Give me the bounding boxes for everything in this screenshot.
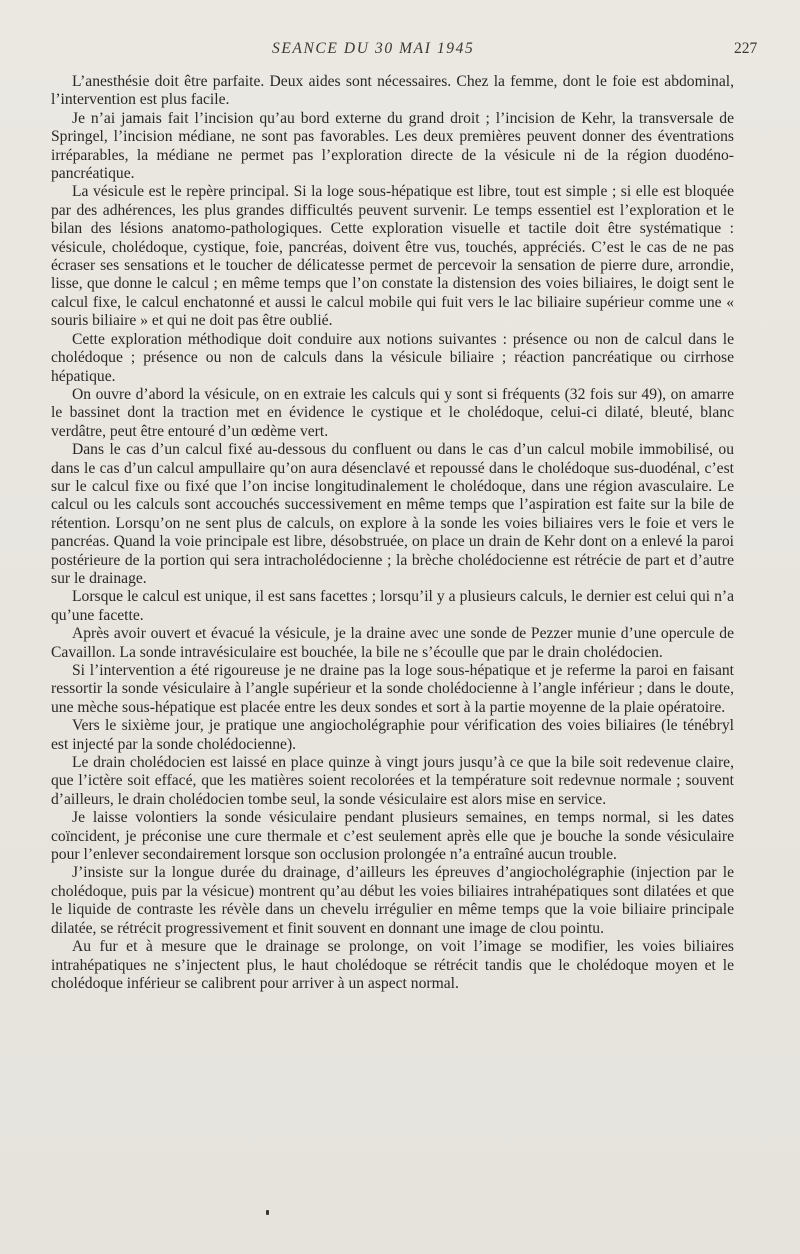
paragraph-drain-cholédocien: Le drain cholédocien est laissé en place quinze à vingt jours jusqu’à ce que la bile soit redevenue claire, que l’ictère soit effacé, que les matières soient recolorées et la température soit redevnue normale ; souvent d’ailleurs, le drain cholédocien tombe seul, la sonde vésiculaire est alors mise en service. <box>51 754 734 808</box>
page-number: 227 <box>734 40 758 57</box>
paragraph-ouverture-vesicule: On ouvre d’abord la vésicule, on en extraie les calculs qui y sont si fréquents (32 fois sur 49), on amarre le bassinet dont la traction met en évidence le cystique et le cholédoque, celui-ci dilaté, bleuté, blanc verdâtre, peut être entouré d’un œdème vert. <box>51 385 734 440</box>
paragraph-calcul-unique: Lorsque le calcul est unique, il est sans facettes ; lorsqu’il y a plusieurs calculs, le dernier est celui qui n’a qu’une facette. <box>51 588 734 624</box>
paragraph-calcul-fixe: Dans le cas d’un calcul fixé au-dessous du confluent ou dans le cas d’un calcul mobile immobilisé, ou dans le cas d’un calcul ampullaire qu’on aura désenclavé et repoussé dans le cholédoque sus-duodénal, c’est sur le calcul fixe ou fixé que l’on incise longitudinalement le cholédoque, dans une région avasculaire. Le calcul ou les calculs sont accouchés successivement en même temps que l’aspiration est faite sur la bile de rétention. Lorsqu’on ne sent plus de calculs, on explore à la sonde les voies biliaires vers le foie et vers le pancréas. Quand la voie principale est libre, désobstruée, on place un drain de Kehr dont on a enlevé la paroi postérieure de la portion qui sera intracholédocienne ; la brèche cholédocienne est rétrécie de part et d’autre sur le drainage. <box>51 441 734 587</box>
ink-speck <box>266 1210 269 1215</box>
paragraph-duree-drainage: J’insiste sur la longue durée du drainage, d’ailleurs les épreuves d’angiocholégraphie (injection par le cholédoque, puis par la vésicue) montrent qu’au début les voies biliaires intrahépatiques sont dilatées et que le liquide de contraste les révèle dans un chevelu irrégulier en même temps que la voie biliaire principale dilatée, se rétrécit progressivement et finit souvent en donnant une image de clou pointu. <box>51 864 734 937</box>
running-title: SEANCE DU 30 MAI 1945 <box>272 40 475 57</box>
paragraph-anesthesie: L’anesthésie doit être parfaite. Deux aides sont nécessaires. Chez la femme, dont le foie est abdominal, l’intervention est plus facile. <box>51 73 734 109</box>
paragraph-image-modification: Au fur et à mesure que le drainage se prolonge, on voit l’image se modifier, les voies biliaires intrahépatiques ne s’injectent plus, le haut cholédoque se rétrécit tandis que le cholédoque moyen et le cholédoque inférieur se calibrent pour arriver à un aspect normal. <box>51 938 734 992</box>
paragraph-vesicule-repere: La vésicule est le repère principal. Si la loge sous-hépatique est libre, tout est simple ; si elle est bloquée par des adhérences, les plus grandes difficultés peuvent survenir. Le temps essentiel est l’exploration et le bilan des lésions anatomo-pathologiques. Cette exploration visuelle et tactile doit être systématique : vésicule, cholédoque, cystique, foie, pancréas, doivent être vus, touchés, appréciés. C’est le cas de ne pas écraser ses sensations et le toucher de délicatesse permet de percevoir la sensation de pierre dure, arrondie, lisse, que donne le calcul ; en même temps que l’on constate la distension des voies biliaires, le doigt sent le calcul fixe, le calcul enchatonné et aussi le calcul mobile qui fuit vers le lac biliaire supérieur comme une « souris biliaire » et qui ne doit pas être oublié. <box>51 183 734 330</box>
paragraph-exploration-notions: Cette exploration méthodique doit conduire aux notions suivantes : présence ou non de calcul dans le cholédoque ; présence ou non de calculs dans la vésicule biliaire ; réaction pancréatique ou cirrhose hépatique. <box>51 330 734 385</box>
body-text <box>51 73 734 993</box>
paragraph-angiocholegraphie: Vers le sixième jour, je pratique une angiocholégraphie pour vérification des voies biliaires (le ténébryl est injecté par la sonde cholédocienne). <box>51 717 734 753</box>
paragraph-sonde-vesiculaire: Je laisse volontiers la sonde vésiculaire pendant plusieurs semaines, en temps normal, si les dates coïncident, je préconise une cure thermale et c’est seulement après elle que je bouche la sonde vésiculaire pour l’enlever secondairement lorsque son occlusion prolongée n’a entraîné aucun trouble. <box>51 809 734 864</box>
paragraph-incision: Je n’ai jamais fait l’incision qu’au bord externe du grand droit ; l’incision de Kehr, la transversale de Springel, l’incision médiane, ne sont pas favorables. Les deux premières peuvent donner des éventrations irréparables, la médiane ne permet pas l’exploration directe de la vésicule ni de la région duodéno-pancréatique. <box>51 109 734 183</box>
paragraph-drainage-vesicule: Après avoir ouvert et évacué la vésicule, je la draine avec une sonde de Pezzer munie d’une opercule de Cavaillon. La sonde intravésiculaire est bouchée, la bile ne s’écoulle que par le drain cholédocien. <box>51 625 734 661</box>
page-header <box>0 40 800 64</box>
paragraph-fermeture-paroi: Si l’intervention a été rigoureuse je ne draine pas la loge sous-hépatique et je referme la paroi en faisant ressortir la sonde vésiculaire à l’angle supérieur et la sonde cholédocienne à l’angle inférieur ; dans le doute, une mèche sous-hépatique est placée entre les deux sondes et sort à la partie moyenne de la plaie opératoire. <box>51 662 734 716</box>
